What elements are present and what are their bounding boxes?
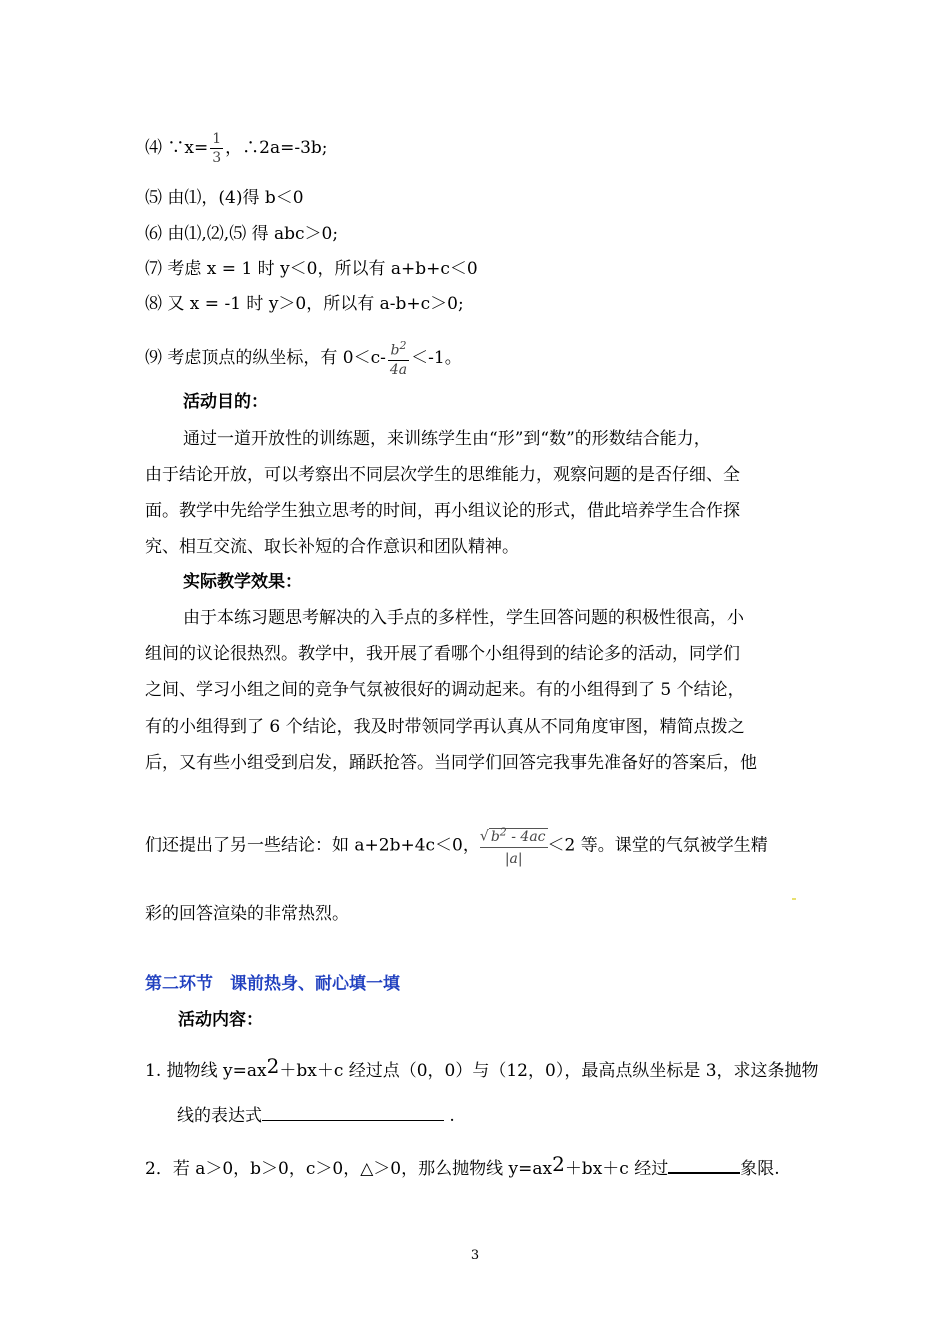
decorative-dot	[792, 898, 796, 900]
purpose-line-1: 通过一道开放性的训练题，来训练学生由“形”到“数”的形数结合能力，	[183, 429, 711, 449]
purpose-line-2: 由于结论开放，可以考察出不同层次学生的思维能力，观察问题的是否仔细、全	[145, 465, 740, 485]
purpose-heading: 活动目的：	[183, 392, 268, 412]
effect-line-3: 之间、学习小组之间的竞争气氛被很好的调动起来。有的小组得到了 5 个结论，	[145, 680, 745, 700]
effect-line-1: 由于本练习题思考解决的入手点的多样性，学生回答问题的积极性很高，小	[183, 608, 744, 628]
effect-heading: 实际教学效果：	[183, 572, 302, 592]
effect-line-4: 有的小组得到了 6 个结论，我及时带领同学再认真从不同角度审图，精简点拨之	[145, 717, 745, 737]
purpose-line-3: 面。教学中先给学生独立思考的时间，再小组议论的形式，借此培养学生合作探	[145, 501, 740, 521]
line-9-text-end: ＜-1。	[411, 347, 462, 368]
purpose-line-4: 究、相互交流、取长补短的合作意识和团队精神。	[145, 537, 519, 557]
effect-line-6	[145, 826, 768, 866]
line-4-text: ⑷ ∵x=	[145, 138, 209, 158]
sqrt-fraction-formula: $\frac{√ b^2 - 4ac}{|a|}$	[479, 825, 546, 867]
answer-blank-2[interactable]	[668, 1156, 740, 1174]
question-1: 1. 抛物线 y=ax2＋bx＋c 经过点（0，0）与（12，0），最高点纵坐标是 3，求这条抛物	[145, 1054, 819, 1081]
page-number: 3	[470, 1248, 480, 1263]
fraction-one-third: $\frac{1}{3}$	[212, 131, 222, 166]
effect-line-6-text-end: ＜2 等。课堂的气氛被学生精	[547, 835, 768, 856]
question-1-continued: 线的表达式 .	[177, 1106, 455, 1126]
answer-blank-1[interactable]	[262, 1104, 444, 1121]
section-2-content-heading: 活动内容：	[178, 1010, 263, 1030]
line-8: ⑻ 又 x = -1 时 y＞0，所以有 a-b+c＞0;	[145, 294, 464, 314]
line-4	[145, 132, 328, 165]
fraction-b2-over-4a: $\frac{b^2}{4a}$	[389, 339, 408, 378]
effect-line-5: 后，又有些小组受到启发，踊跃抢答。当同学们回答完我事先准备好的答案后，他	[145, 753, 757, 773]
line-4-text-end: ，∴2a=-3b;	[225, 138, 328, 158]
line-9	[145, 340, 462, 377]
line-5: ⑸ 由⑴，(4)得 b＜0	[145, 188, 304, 208]
section-2-title: 第二环节 课前热身、耐心填一填	[145, 974, 400, 994]
question-2: 2．若 a＞0，b＞0，c＞0，△＞0，那么抛物线 y=ax2＋bx＋c 经过 象限.	[145, 1152, 780, 1179]
line-9-text: ⑼ 考虑顶点的纵坐标，有 0＜c-	[145, 347, 386, 368]
effect-line-7: 彩的回答渲染的非常热烈。	[145, 904, 349, 924]
line-7: ⑺ 考虑 x = 1 时 y＜0，所以有 a+b+c＜0	[145, 259, 478, 279]
line-6: ⑹ 由⑴,⑵,⑸ 得 abc＞0;	[145, 224, 339, 244]
effect-line-6-text: 们还提出了另一些结论：如 a+2b+4c＜0，	[145, 835, 480, 856]
effect-line-2: 组间的议论很热烈。教学中，我开展了看哪个小组得到的结论多的活动，同学们	[145, 644, 740, 664]
